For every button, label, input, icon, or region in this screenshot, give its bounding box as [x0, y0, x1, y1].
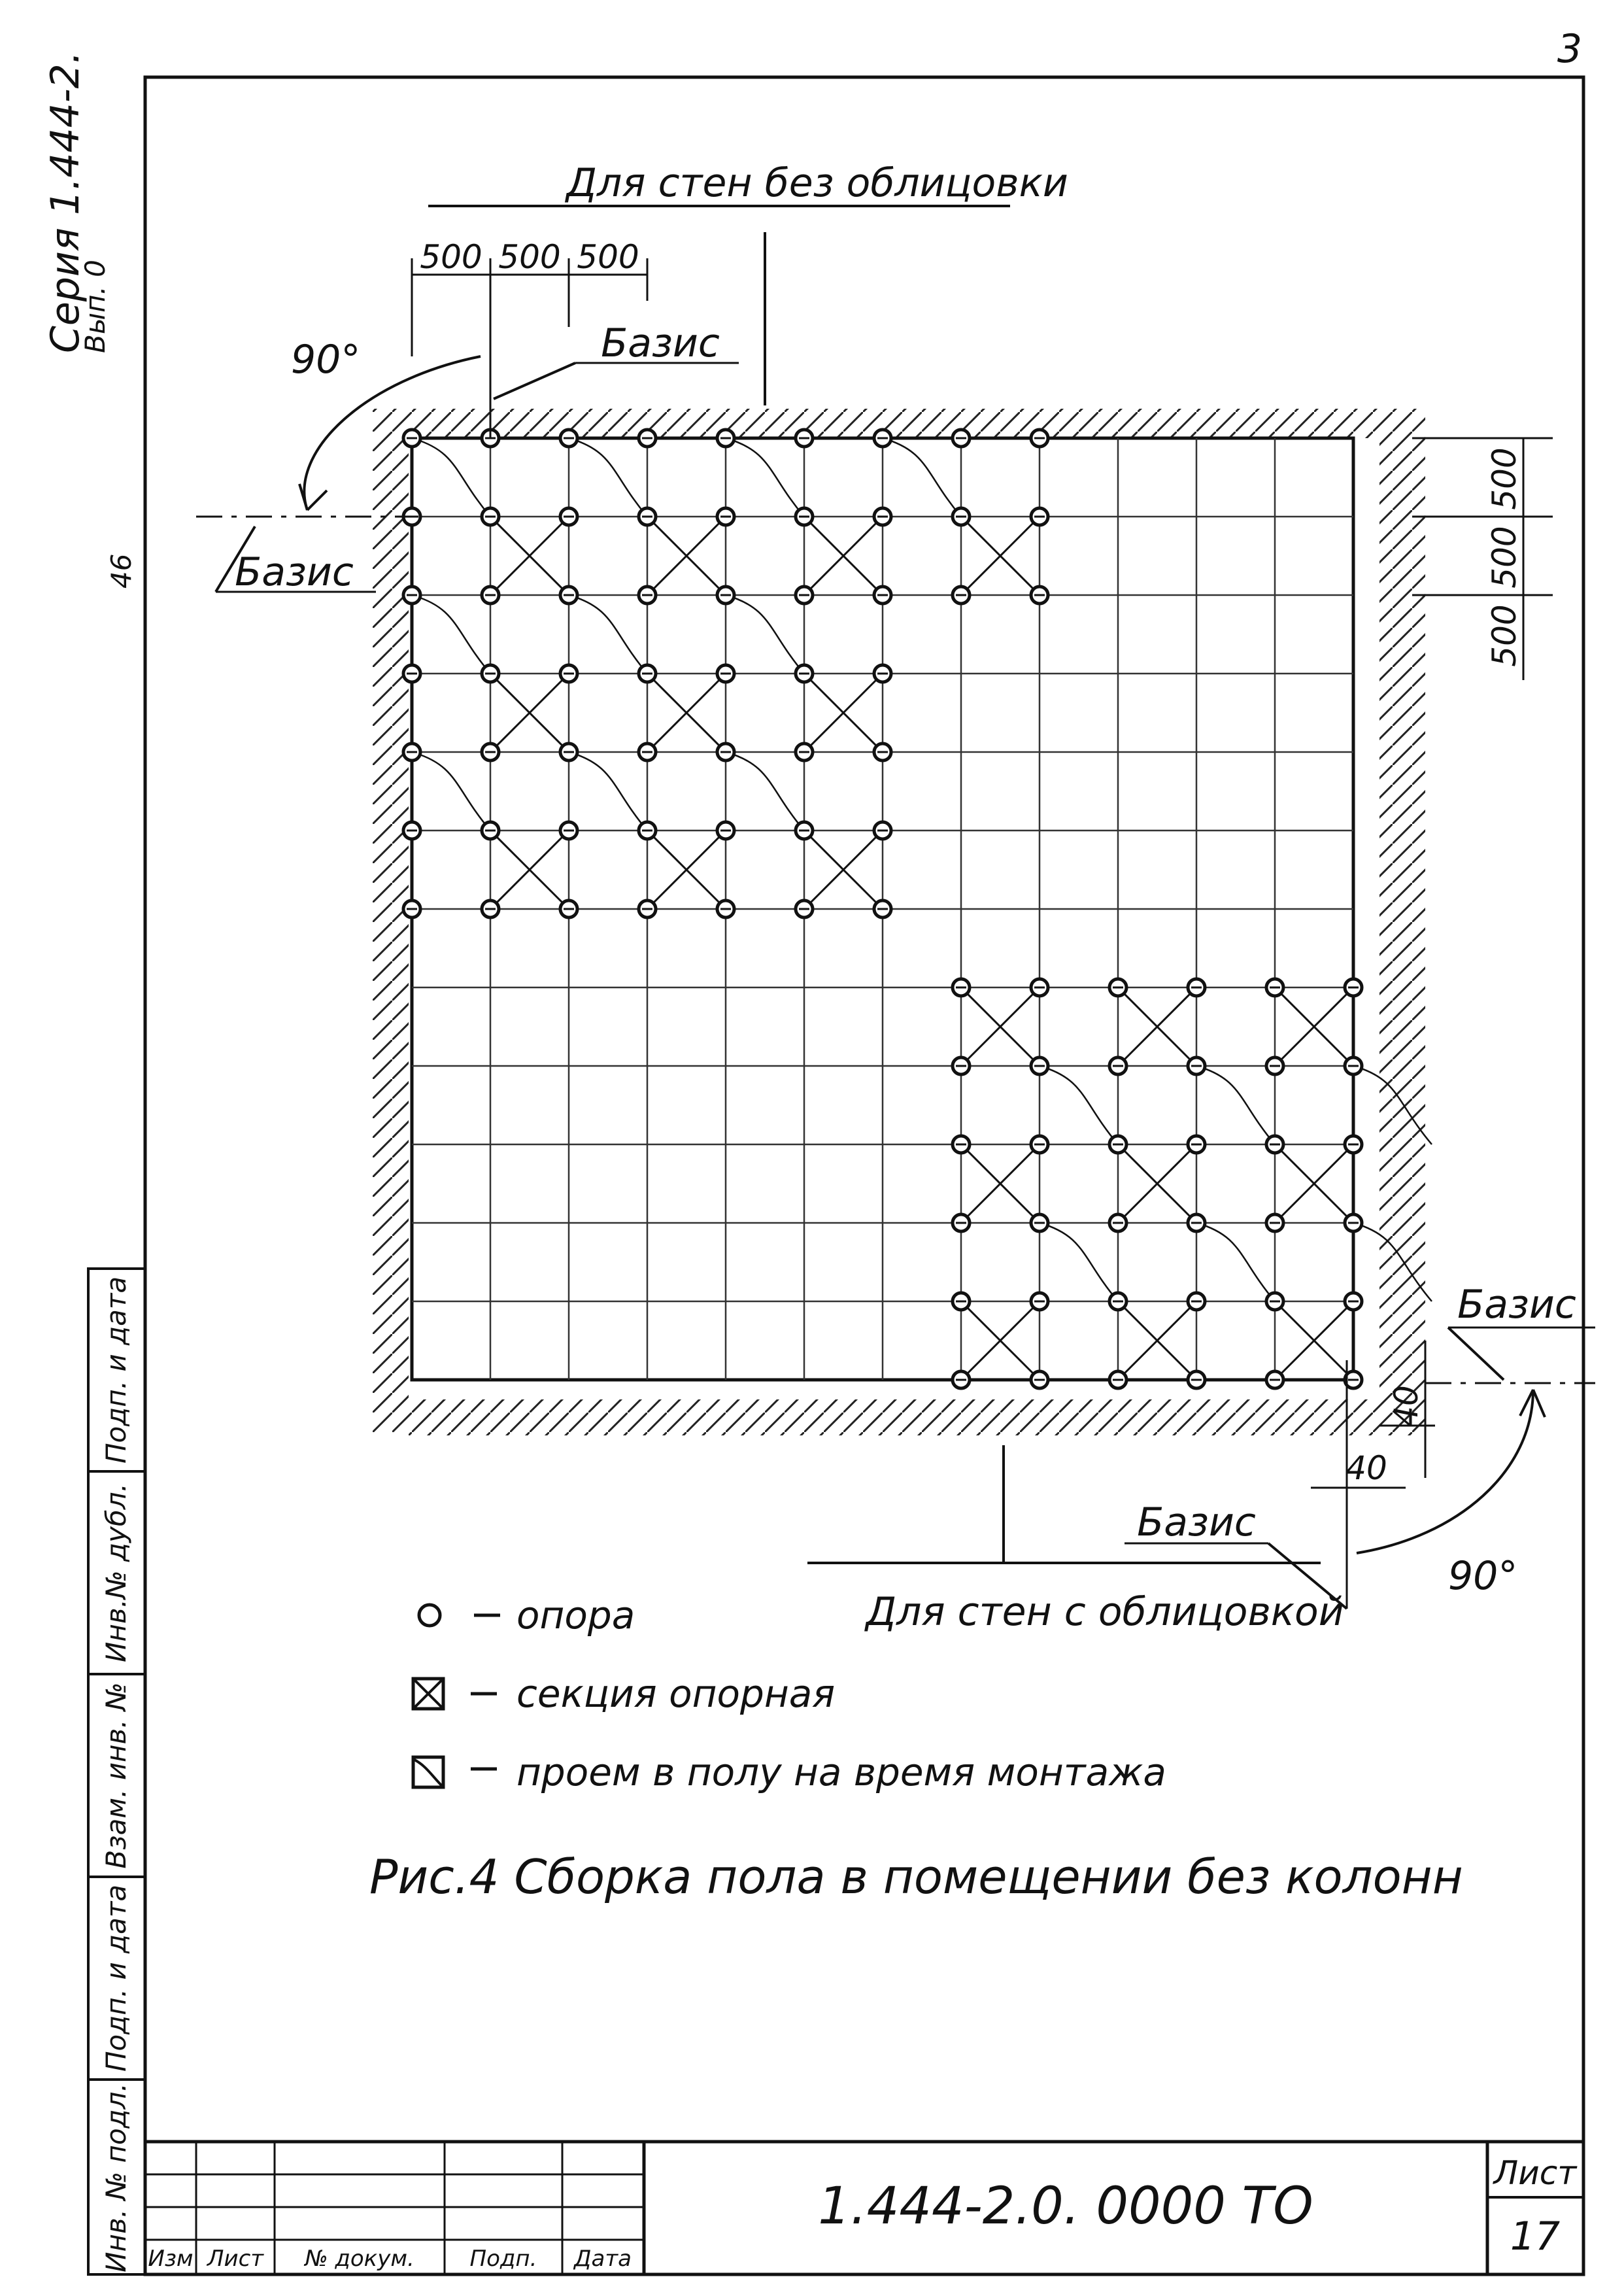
bottom-right-basis: [1125, 1282, 1595, 1609]
sheet-label: Лист: [1493, 2154, 1577, 2192]
opening-curve: [726, 595, 804, 674]
left-wall-hatch: [373, 438, 409, 1432]
bottom-heading: Для стен с облицовкой: [866, 1589, 1344, 1635]
dimension-label: 500: [1485, 604, 1523, 667]
page-number: 3: [1557, 26, 1582, 72]
basis-label: Базис: [601, 320, 720, 366]
angle-label: 90°: [1448, 1553, 1518, 1599]
opening-curve: [726, 438, 804, 517]
side-stamp-strip: [88, 1269, 145, 2274]
opening-curve: [1196, 1066, 1275, 1144]
top-wall-hatch: [373, 409, 1425, 438]
title-block: [145, 2142, 1583, 2274]
circle-icon: [419, 1605, 440, 1626]
right-dimension-chain: [1412, 438, 1553, 680]
opening-curve: [1196, 1223, 1275, 1301]
series-stamp: [42, 51, 111, 353]
dimension-label: 500: [1485, 447, 1523, 510]
opening-curve: [1040, 1066, 1118, 1144]
figure-caption: Рис.4 Сборка пола в помещении без колонн: [369, 1849, 1463, 1904]
dimension-label: 40: [1387, 1385, 1425, 1427]
legend-item-support: опора: [516, 1593, 635, 1637]
stamp-label: Инв.№ дубл.: [100, 1482, 132, 1663]
opening-curve: [1040, 1223, 1118, 1301]
column-header: № докум.: [305, 2246, 414, 2272]
basis-label: Базис: [235, 549, 354, 595]
dimension-label: 500: [498, 238, 561, 276]
stamp-label: Подп. и дата: [100, 1884, 132, 2072]
legend-item-support-section: секция опорная: [516, 1671, 836, 1716]
sheet-number: 17: [1510, 2214, 1561, 2259]
angle-label: 90°: [291, 337, 361, 383]
dimension-label: 500: [1485, 526, 1523, 589]
column-header: Подп.: [469, 2246, 537, 2272]
crossed-square-icon: [413, 1679, 443, 1709]
column-header: Дата: [573, 2246, 632, 2272]
basis-label: Базис: [1457, 1282, 1576, 1328]
column-header: Лист: [207, 2246, 264, 2272]
basis-label: Базис: [1137, 1499, 1256, 1545]
dimension-label: 500: [420, 238, 482, 276]
opening-curve: [883, 438, 961, 517]
right-wall-hatch: [1379, 438, 1425, 1399]
top-left-basis: [196, 320, 739, 595]
stamp-label: Инв. № подл.: [100, 2083, 132, 2272]
opening-curve: [412, 752, 490, 831]
legend-item-floor-opening: проем в полу на время монтажа: [516, 1750, 1166, 1794]
diagonal-square-icon: [413, 1757, 443, 1787]
opening-curve: [726, 752, 804, 831]
top-heading: Для стен без облицовки: [566, 160, 1068, 206]
dimension-label: 500: [577, 238, 639, 276]
document-code: 1.444-2.0. 0000 ТО: [818, 2177, 1313, 2236]
series-stamp-line2: Вып. 0: [79, 260, 111, 353]
opening-curve: [569, 752, 647, 831]
bottom-wall-hatch: [409, 1399, 1425, 1435]
stamp-label: Подп. и дата: [100, 1276, 132, 1464]
opening-curve: [412, 595, 490, 674]
side-number: 46: [105, 553, 137, 589]
opening-curve: [569, 595, 647, 674]
stamp-label: Взам. инв. №: [100, 1682, 132, 1869]
opening-curve: [569, 438, 647, 517]
column-header: Изм: [148, 2246, 194, 2272]
opening-curve: [412, 438, 490, 517]
series-stamp-line1: Серия 1.444-2.: [42, 51, 88, 353]
dimension-label: 40: [1345, 1449, 1387, 1487]
